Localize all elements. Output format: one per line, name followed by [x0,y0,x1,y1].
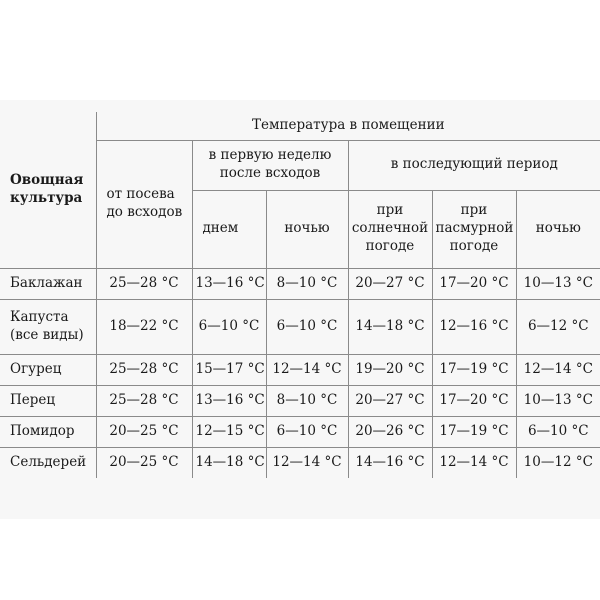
header-cloudy: при пасмурной погоде [432,190,516,268]
cell-night-2: 12—14 °C [516,354,600,385]
temperature-table [0,112,600,478]
header-night: ночью [266,190,348,268]
header-indoor-temperature: Температура в помещении [96,112,600,140]
table-row [0,299,600,354]
cell-crop: Баклажан [0,268,96,299]
cell-night: 12—14 °C [266,354,348,385]
cell-sunny: 14—18 °C [348,299,432,354]
cell-cloudy: 17—20 °C [432,385,516,416]
cell-sunny: 20—27 °C [348,385,432,416]
cell-day: 14—18 °C [192,447,266,478]
cell-sowing: 20—25 °C [96,416,192,447]
cell-night: 8—10 °C [266,268,348,299]
table-row [0,268,600,299]
cell-day: 12—15 °C [192,416,266,447]
cell-crop: Перец [0,385,96,416]
header-row-1 [0,112,600,140]
cell-sowing: 25—28 °C [96,268,192,299]
cell-cloudy: 17—19 °C [432,416,516,447]
header-crop: Овощная культура [0,112,96,268]
cell-sunny: 14—16 °C [348,447,432,478]
cell-night: 6—10 °C [266,416,348,447]
header-night-2: ночью [516,190,600,268]
cell-night: 8—10 °C [266,385,348,416]
cell-sunny: 20—27 °C [348,268,432,299]
cell-crop: Помидор [0,416,96,447]
cell-crop: Сельдерей [0,447,96,478]
header-first-week: в первую неделю после всходов [192,140,348,190]
cell-night: 12—14 °C [266,447,348,478]
header-following-period: в последующий период [348,140,600,190]
cell-sowing: 20—25 °C [96,447,192,478]
cell-cloudy: 12—16 °C [432,299,516,354]
cell-sowing: 25—28 °C [96,385,192,416]
cell-cloudy: 17—20 °C [432,268,516,299]
cell-cloudy: 12—14 °C [432,447,516,478]
table-row [0,416,600,447]
header-sunny: при солнечной погоде [348,190,432,268]
cell-night-2: 10—12 °C [516,447,600,478]
cell-night: 6—10 °C [266,299,348,354]
header-sowing-to-emergence: от посева до всходов [96,140,192,268]
cell-night-2: 6—12 °C [516,299,600,354]
cell-sunny: 19—20 °C [348,354,432,385]
cell-crop: Капуста (все виды) [0,299,96,354]
table-row [0,354,600,385]
cell-day: 6—10 °C [192,299,266,354]
cell-crop: Огурец [0,354,96,385]
cell-cloudy: 17—19 °C [432,354,516,385]
cell-day: 13—16 °C [192,385,266,416]
cell-sunny: 20—26 °C [348,416,432,447]
cell-sowing: 25—28 °C [96,354,192,385]
table-row [0,447,600,478]
cell-night-2: 10—13 °C [516,385,600,416]
cell-night-2: 10—13 °C [516,268,600,299]
cell-night-2: 6—10 °C [516,416,600,447]
table-row [0,385,600,416]
header-day: днем [192,190,266,268]
cell-day: 13—16 °C [192,268,266,299]
cell-sowing: 18—22 °C [96,299,192,354]
cell-day: 15—17 °C [192,354,266,385]
table-card [0,100,600,519]
